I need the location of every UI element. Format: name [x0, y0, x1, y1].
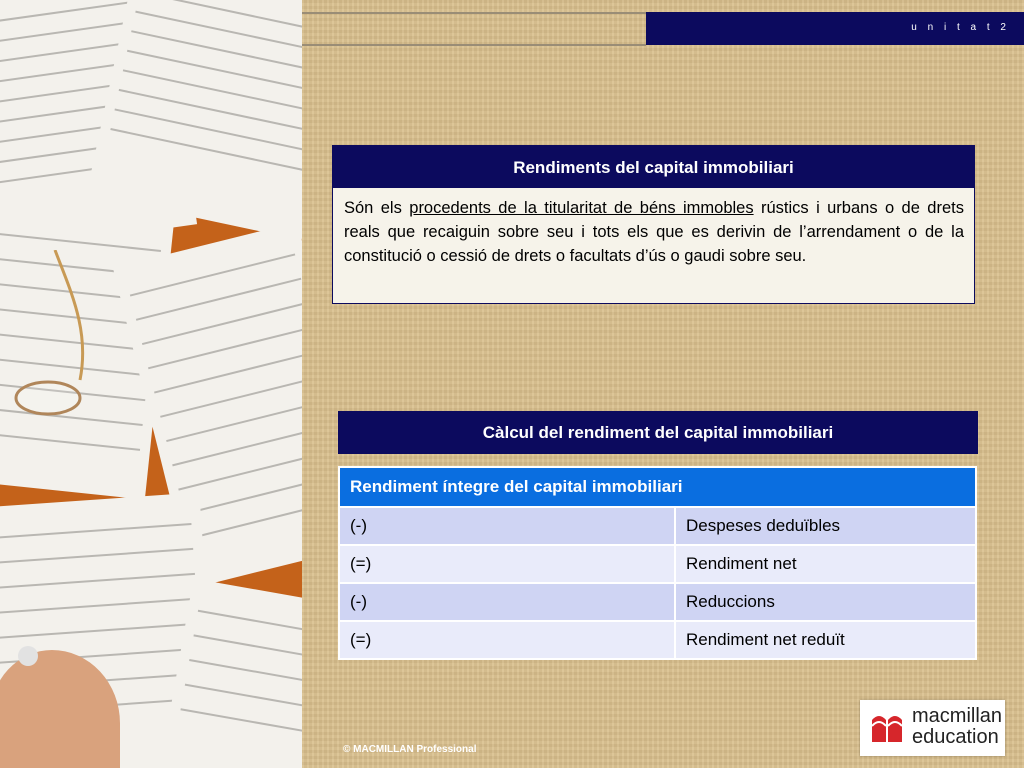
glasses-icon — [0, 250, 110, 430]
unit-header-bar — [646, 12, 1024, 45]
label-cell: Rendiment net reduït — [675, 621, 976, 659]
definition-text-start: Són els — [344, 199, 410, 217]
pen-icon — [18, 646, 38, 666]
table-row — [339, 583, 976, 621]
divider — [302, 12, 646, 14]
sign-cell: (=) — [339, 545, 675, 583]
sign-cell: (-) — [339, 583, 675, 621]
copyright-text: © MACMILLAN Professional — [343, 744, 477, 755]
definition-underlined: procedents de la titularitat de béns immobles — [409, 199, 754, 217]
label-cell: Reduccions — [675, 583, 976, 621]
definition-text-end: rústics i urbans o de drets reals que recaiguin sobre seu i tots els que es derivin de l’arrendament o de la constitució o cessió de drets o facultats d’ús o gaudi sobre seu. — [344, 199, 964, 265]
macmillan-logo — [860, 700, 1005, 756]
table-row — [339, 621, 976, 659]
logo-text-line2: education — [912, 726, 999, 748]
table-header-cell: Rendiment íntegre del capital immobiliari — [339, 467, 976, 507]
definition-text — [333, 188, 974, 268]
sign-cell: (=) — [339, 621, 675, 659]
label-cell: Despeses deduïbles — [675, 507, 976, 545]
table-row — [339, 507, 976, 545]
sign-cell: (-) — [339, 507, 675, 545]
table-header-row — [339, 467, 976, 507]
definition-box — [332, 145, 975, 304]
background-photo — [0, 0, 302, 768]
unit-label: u n i t a t 2 — [911, 22, 1010, 33]
calculation-title: Càlcul del rendiment del capital immobiliari — [338, 411, 978, 454]
label-cell: Rendiment net — [675, 545, 976, 583]
macmillan-logo-icon — [870, 710, 904, 744]
table-row — [339, 545, 976, 583]
divider — [302, 44, 646, 46]
definition-title: Rendiments del capital immobiliari — [333, 146, 974, 188]
logo-text-line1: macmillan — [912, 705, 1003, 727]
calculation-table — [338, 466, 977, 660]
